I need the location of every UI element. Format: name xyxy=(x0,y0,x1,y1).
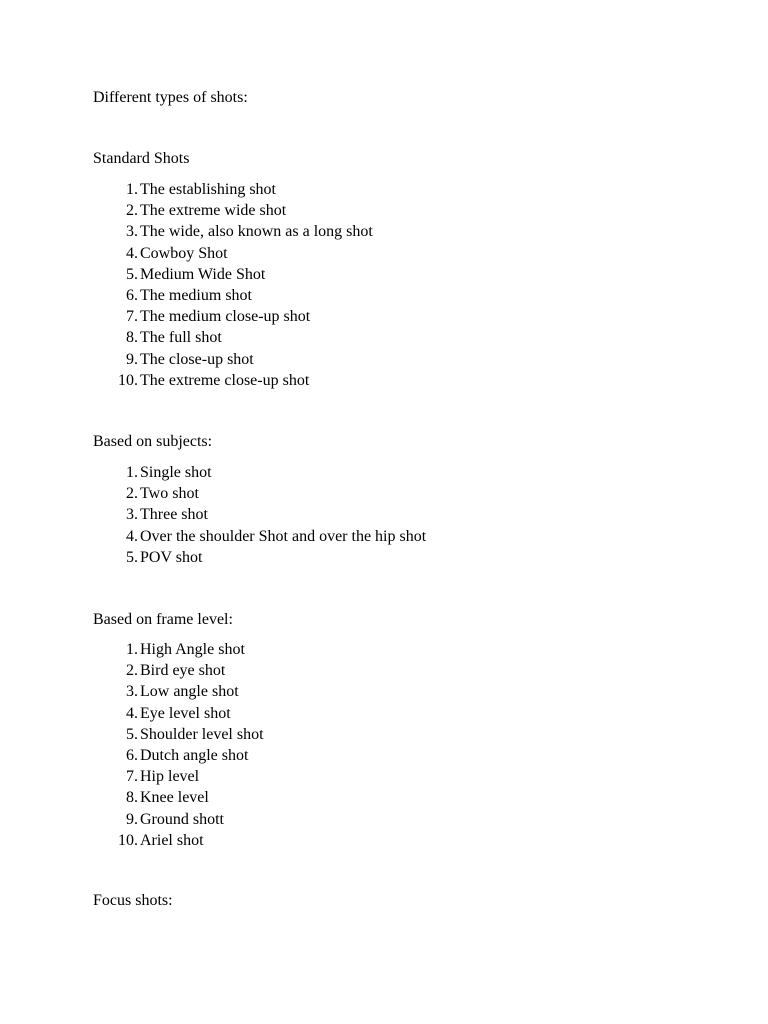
list-item-text: Three shot xyxy=(140,506,208,524)
list-item xyxy=(0,547,768,568)
list-number: 7. xyxy=(126,308,138,326)
list-item xyxy=(0,483,768,504)
list-item xyxy=(0,370,768,391)
list-item xyxy=(0,327,768,348)
list-number: 7. xyxy=(126,768,138,786)
section-heading-based-on-subjects: Based on subjects: xyxy=(93,433,213,450)
list-number: 8. xyxy=(126,329,138,347)
list-number: 8. xyxy=(126,789,138,807)
list-number: 2. xyxy=(126,662,138,680)
list-number: 10. xyxy=(118,371,138,389)
frame-level-list xyxy=(0,639,768,851)
list-item xyxy=(0,809,768,830)
list-number: 3. xyxy=(126,223,138,241)
list-item-text: Ariel shot xyxy=(140,831,204,849)
list-item xyxy=(0,243,768,264)
list-item-text: Medium Wide Shot xyxy=(140,265,266,283)
list-item-text: Shoulder level shot xyxy=(140,725,264,743)
list-item xyxy=(0,681,768,702)
list-item xyxy=(0,306,768,327)
list-number: 5. xyxy=(126,725,138,743)
list-number: 5. xyxy=(126,548,138,566)
standard-shots-list xyxy=(0,179,768,391)
list-number: 10. xyxy=(118,831,138,849)
list-number: 2. xyxy=(126,485,138,503)
list-number: 4. xyxy=(126,704,138,722)
list-item xyxy=(0,285,768,306)
section-heading-based-on-frame-level: Based on frame level: xyxy=(93,611,233,628)
list-item-text: The full shot xyxy=(140,329,222,347)
list-item-text: Low angle shot xyxy=(140,683,239,701)
list-item xyxy=(0,462,768,483)
list-item-text: Cowboy Shot xyxy=(140,244,228,262)
list-item xyxy=(0,526,768,547)
list-item-text: POV shot xyxy=(140,548,203,566)
list-item-text: Hip level xyxy=(140,768,200,786)
list-item xyxy=(0,200,768,221)
list-item-text: The extreme close-up shot xyxy=(140,371,310,389)
section-heading-focus-shots: Focus shots: xyxy=(93,892,173,909)
list-item-text: Eye level shot xyxy=(140,704,231,722)
list-item-text: Knee level xyxy=(140,789,209,807)
list-item xyxy=(0,766,768,787)
list-item xyxy=(0,745,768,766)
list-number: 9. xyxy=(126,350,138,368)
list-item-text: The establishing shot xyxy=(140,181,276,198)
list-number: 1. xyxy=(126,641,138,658)
list-number: 2. xyxy=(126,202,138,220)
list-number: 3. xyxy=(126,683,138,701)
document-title: Different types of shots: xyxy=(93,89,248,106)
list-item-text: Two shot xyxy=(140,485,199,503)
list-item-text: The extreme wide shot xyxy=(140,202,287,220)
list-number: 9. xyxy=(126,810,138,828)
list-item xyxy=(0,221,768,242)
list-number: 5. xyxy=(126,265,138,283)
list-item-text: The medium close-up shot xyxy=(140,308,311,326)
list-number: 1. xyxy=(126,464,138,481)
list-item xyxy=(0,703,768,724)
list-number: 4. xyxy=(126,244,138,262)
list-item xyxy=(0,639,768,660)
list-item xyxy=(0,660,768,681)
list-item-text: Over the shoulder Shot and over the hip shot xyxy=(140,527,427,545)
list-number: 1. xyxy=(126,181,138,198)
list-item xyxy=(0,830,768,851)
list-item-text: The wide, also known as a long shot xyxy=(140,223,373,241)
list-item xyxy=(0,724,768,745)
list-item xyxy=(0,349,768,370)
list-item xyxy=(0,179,768,200)
list-number: 4. xyxy=(126,527,138,545)
list-item-text: The medium shot xyxy=(140,286,252,304)
list-item-text: Bird eye shot xyxy=(140,662,226,680)
list-item-text: Ground shott xyxy=(140,810,224,828)
list-number: 6. xyxy=(126,746,138,764)
list-number: 3. xyxy=(126,506,138,524)
list-item-text: Dutch angle shot xyxy=(140,746,249,764)
list-item-text: Single shot xyxy=(140,464,212,481)
list-number: 6. xyxy=(126,286,138,304)
section-heading-standard-shots: Standard Shots xyxy=(93,150,190,167)
list-item xyxy=(0,264,768,285)
list-item-text: High Angle shot xyxy=(140,641,245,658)
list-item xyxy=(0,787,768,808)
subjects-list xyxy=(0,462,768,568)
list-item-text: The close-up shot xyxy=(140,350,254,368)
list-item xyxy=(0,504,768,525)
